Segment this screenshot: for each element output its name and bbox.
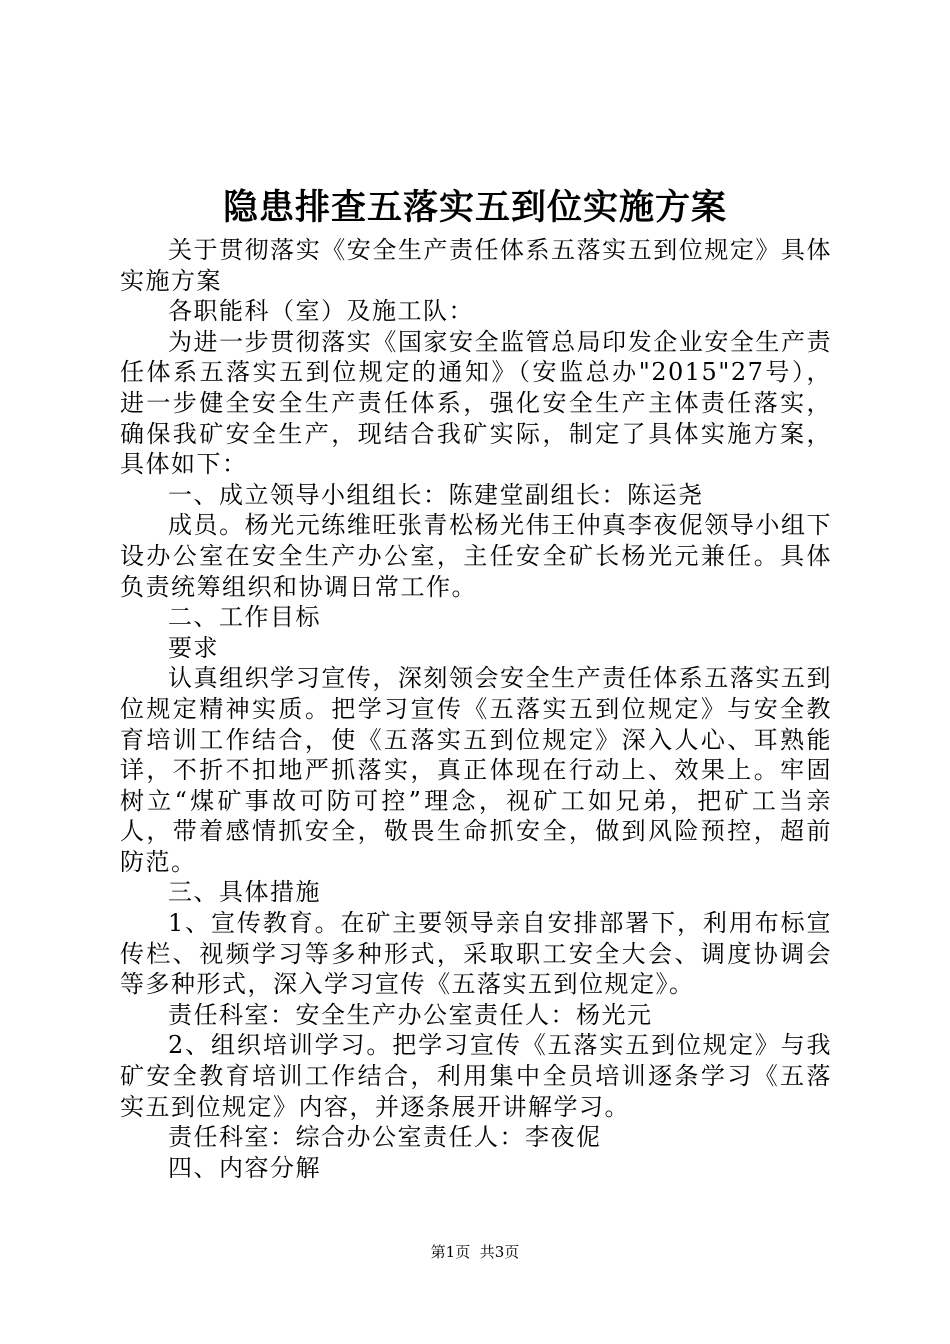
paragraph-purpose: 为进一步贯彻落实《国家安全监管总局印发企业安全生产责任体系五落实五到位规定的通知》（安监总办"2015"27号），进一步健全安全生产责任体系，强化安全生产主体责任落实，确保我矿安全生产，现结合我矿实际，制定了具体实施方案，具体如下： [120, 327, 832, 479]
paragraph-requirements: 认真组织学习宣传，深刻领会安全生产责任体系五落实五到位规定精神实质。把学习宣传《五落实五到位规定》与安全教育培训工作结合，使《五落实五到位规定》深入人心、耳熟能详，不折不扣地严抓落实，真正体现在行动上、效果上。牢固树立“煤矿事故可防可控”理念，视矿工如兄弟，把矿工当亲人，带着感情抓安全，敬畏生命抓安全，做到风险预控，超前防范。 [120, 664, 832, 876]
heading-content-breakdown: 四、内容分解 [168, 1153, 321, 1182]
document-body [120, 235, 832, 1183]
paragraph-responsibility-1: 责任科室：安全生产办公室责任人：杨光元 [168, 1000, 653, 1029]
footer-spacer [470, 1243, 480, 1261]
heading-requirements: 要求 [168, 633, 219, 662]
page-number: 第1页 [430, 1243, 471, 1261]
paragraph-measure-publicity: 1、宣传教育。在矿主要领导亲自安排部署下，利用布标宣传栏、视频学习等多种形式，采取职工安全大会、调度协调会等多种形式，深入学习宣传《五落实五到位规定》。 [120, 909, 832, 999]
document-title: 隐患排查五落实五到位实施方案 [222, 187, 727, 228]
paragraph-salutation: 各职能科（室）及施工队： [168, 297, 474, 326]
paragraph-measure-training: 2、组织培训学习。把学习宣传《五落实五到位规定》与我矿安全教育培训工作结合，利用集中全员培训逐条学习《五落实五到位规定》内容，并逐条展开讲解学习。 [120, 1031, 832, 1121]
paragraph-members: 成员。杨光元练维旺张青松杨光伟王仲真李夜伲领导小组下设办公室在安全生产办公室，主任安全矿长杨光元兼任。具体负责统筹组织和协调日常工作。 [120, 511, 832, 601]
page-footer [0, 1240, 950, 1264]
paragraph-responsibility-2: 责任科室：综合办公室责任人：李夜伲 [168, 1123, 602, 1152]
paragraph-intro: 关于贯彻落实《安全生产责任体系五落实五到位规定》具体实施方案 [120, 236, 832, 295]
heading-measures: 三、具体措施 [168, 878, 321, 907]
heading-work-goals: 二、工作目标 [168, 603, 321, 632]
page-total: 共3页 [479, 1243, 520, 1261]
heading-leadership-group: 一、成立领导小组组长：陈建堂副组长：陈运尧 [168, 480, 704, 509]
